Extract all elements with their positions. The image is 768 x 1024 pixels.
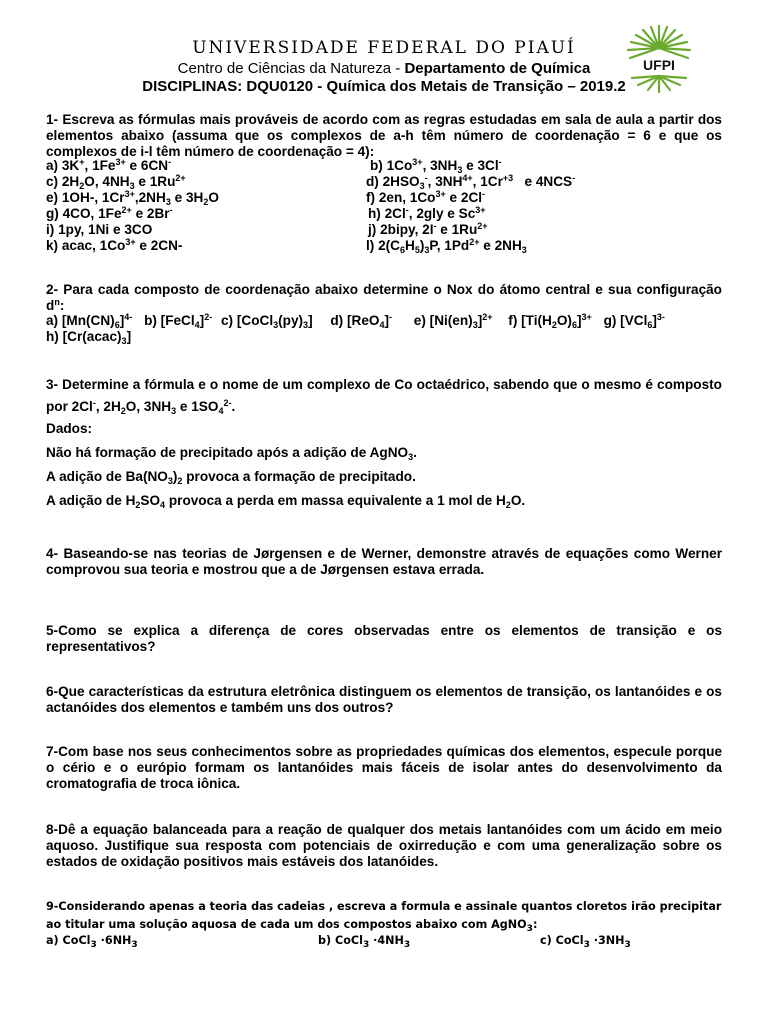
q1-item-f: f) 2en, $1Co^{3+}$ e 2Cl- (366, 189, 486, 205)
q2-item-c: c) $[CoCl_3(py)_3]$ (221, 313, 313, 330)
question-1-items (46, 158, 722, 254)
logo-text: UFPI (643, 57, 675, 73)
q3-dados-block (46, 418, 722, 512)
q3-dado-3: A adição de $H_2SO_4$ provoca a perda em massa equivalente a 1 mol de $H_2O$. (46, 493, 526, 510)
q1-item-i: i) 1py, 1Ni e 3CO (46, 222, 153, 237)
question-6: 6-Que características da estrutura eletrônica distinguem os elementos de transição, os lantanóides e os actanóides dos elementos e também uns dos outros? (46, 684, 722, 715)
q2-item-h: h) $[Cr(acac)_3]$ (46, 329, 132, 346)
q1-item-l: l) $2(C_6H_5)_3P$, $1Pd^{2+}$ e $2NH_3$ (366, 237, 527, 255)
question-9-intro: 9-Considerando apenas a teoria das cadeias , escreva a formula e assinale quantos cloretos irão precipitar ao titular uma solução aquosa de cada um dos compostos abaixo com AgNO$_3$: (46, 900, 722, 934)
q1-item-k: k) acac, $1Co^{3+}$ e 2CN- (46, 237, 183, 253)
q2-text: 2- Para cada composto de coordenação abaixo determine o Nox do átomo central e sua configuração d (46, 282, 722, 313)
q9-text: 9-Considerando apenas a teoria das cadeias , escreva a formula e assinale quantos cloretos irão precipitar ao titular uma solução aquosa de cada um dos compostos abaixo com AgNO (46, 900, 722, 931)
q1-row-ij (46, 222, 722, 238)
q2-item-e: e) $[Ni(en)_3]^{2+}$ (413, 312, 493, 330)
q3-dados-label: Dados: (46, 421, 93, 436)
q1-item-e: e) 1OH-, $1Cr^{3+},2NH_3$ e $3H_2O$ (46, 189, 219, 207)
q1-item-c: c) $2H_2O$, $4NH_3$ e $1Ru^{2+}$ (46, 173, 186, 191)
question-7: 7-Com base nos seus conhecimentos sobre as propriedades químicas dos elementos, especule porque o cério e o európio formam os lantanóides mais fáceis de isolar antes do desenvolvimento da cromatografia de troca iônica. (46, 744, 722, 791)
centro-name: Centro de Ciências da Natureza (177, 60, 392, 77)
q2-item-f: f) $[Ti(H_2O)_6]^{3+}$ (508, 312, 592, 330)
university-name: UNIVERSIDADE FEDERAL DO PIAUÍ (192, 38, 576, 58)
ufpi-logo-icon (624, 22, 694, 94)
q1-item-g: g) 4CO, $1Fe^{2+}$ e 2Br- (46, 205, 173, 221)
q1-row-ab (46, 158, 722, 174)
q1-item-h: h) 2Cl-, 2gly e $Sc^{3+}$ (368, 205, 486, 221)
q3-text: 3- Determine a fórmula e o nome de um complexo de Co octaédrico, sabendo que o mesmo é composto por 2Cl (46, 377, 722, 414)
question-1-intro: 1- Escreva as fórmulas mais prováveis de acordo com as regras estudadas em sala de aula a partir dos elementos abaixo (assuma que os complexos de a-h têm número de coordenação = 6 e que os complexos de i-l têm número de coordenação = 4): (46, 112, 722, 159)
question-2-intro: 2- Para cada composto de coordenação abaixo determine o Nox do átomo central e sua configuração $d^n$: (46, 282, 722, 313)
question-5: 5-Como se explica a diferença de cores observadas entre os elementos de transição e os representativos? (46, 623, 722, 654)
question-3-intro: 3- Determine a fórmula e o nome de um complexo de Co octaédrico, sabendo que o mesmo é composto por 2Cl-, $2H_2O$, $3NH_3$ e $1SO_4^{2-}$. (46, 377, 722, 416)
q1-row-cd (46, 174, 722, 190)
q9-compounds (46, 932, 722, 950)
q1-item-d: d) $2HSO_3^-$, $3NH^{4+}$, $1Cr^{+3}$ e 4NCS- (366, 173, 576, 191)
q9-item-c: c) CoCl$_3$ $\cdot 3NH_3$ (540, 934, 631, 950)
disciplinas-line: DISCIPLINAS: DQU0120 - Química dos Metais de Transição – 2019.2 (142, 78, 626, 95)
question-4: 4- Baseando-se nas teorias de Jørgensen e de Werner, demonstre através de equações como Werner comprovou sua teoria e mostrou que a de Jørgensen estava errada. (46, 546, 722, 577)
q3-dado-1: Não há formação de precipitado após a adição de AgNO$_3$. (46, 445, 417, 462)
q1-item-b: b) $1Co^{3+}$, $3NH_3$ e 3Cl- (370, 157, 502, 175)
q2-item-b: b) [FeCl$_4$]$^{2-}$ (144, 312, 213, 330)
q3-dado-2: A adição de $Ba(NO_3)_2$ provoca a formação de precipitado. (46, 469, 416, 486)
ufpi-logo (624, 22, 694, 94)
q2-item-g: g) $[VCl_6]^{3-}$ (603, 312, 665, 330)
q1-row-ef (46, 190, 722, 206)
q9-item-a: a) CoCl$_3$ $\cdot 6NH_3$ (46, 934, 138, 950)
departamento-name: Departamento de Química (404, 60, 591, 77)
separator: - (395, 60, 401, 77)
q1-item-j: j) 2bipy, 2I- e $1Ru^{2+}$ (368, 221, 488, 237)
q1-row-kl (46, 238, 722, 254)
q2-item-a: a) $[Mn(CN)_6]^{4-}$ (46, 312, 133, 330)
q9-item-b: b) CoCl$_3$ $\cdot 4NH_3$ (318, 934, 411, 950)
question-8: 8-Dê a equação balanceada para a reação de qualquer dos metais lantanóides com um ácido em meio aquoso. Justifique sua resposta com potenciais de oxirredução e com uma generalização sobre os estados de oxidação positivos mais estáveis dos latanóides. (46, 822, 722, 869)
q1-row-gh (46, 206, 722, 222)
q2-compounds-row1 (46, 313, 722, 329)
q1-item-a: a) 3K+, $1Fe^{3+}$ e 6CN- (46, 157, 172, 173)
q2-item-d: d) [ReO$_4$]- (330, 312, 393, 330)
